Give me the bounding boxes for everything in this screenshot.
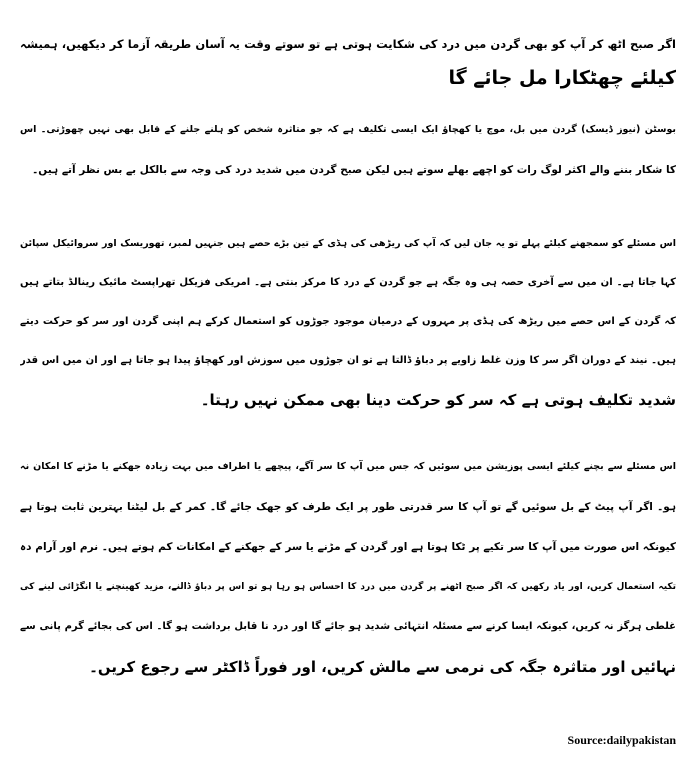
paragraph-line: کہا جاتا ہے۔ ان میں سے آخری حصہ ہی وہ جگہ ہے جو گردن کے درد کا مرکز بنتی ہے۔ امریکی فزیکل تھراپسٹ مائیک رینالڈ بتاتے ہیں (20, 277, 676, 288)
paragraph-line: ہو۔ اگر آپ پیٹ کے بل سوئیں گے تو آپ کا سر قدرتی طور پر ایک طرف کو جھک جائے گا۔ کمر کے بل لیٹنا بہترین ثابت ہوتا ہے (20, 501, 676, 513)
headline-line: اگر صبح اٹھ کر آپ کو بھی گردن میں درد کی شکایت ہوتی ہے تو سوتے وقت یہ آسان طریقہ آزما کر دیکھیں، ہمیشہ (20, 37, 676, 51)
paragraph-line: کہ گردن کے اس حصے میں ریڑھ کی ہڈی پر مہروں کے درمیان موجود جوڑوں کو استعمال کرکے ہم اپنی گردن اور سر کو حرکت دیتے (20, 316, 676, 327)
paragraph-line: بوسٹن (نیوز ڈیسک) گردن میں بل، موچ یا کھچاؤ ایک ایسی تکلیف ہے کہ جو متاثرہ شخص کو ہلنے جلنے کے قابل بھی نہیں چھوڑتی۔ اس (20, 124, 676, 135)
paragraph-line: نہائیں اور متاثرہ جگہ کی نرمی سے مالش کریں، اور فوراً ڈاکٹر سے رجوع کریں۔ (89, 658, 676, 676)
paragraph-line: اس مسئلے سے بچنے کیلئے ایسی پوزیشن میں سوئیں کہ جس میں آپ کا سر آگے، پیچھے یا اطراف میں بہت زیادہ جھکنے یا مڑنے کا امکان نہ (20, 461, 676, 472)
paragraph-line: کیونکہ اس صورت میں آپ کا سر تکیے پر ٹکا ہوتا ہے اور گردن کے مڑنے یا سر کے جھکنے کے امکانات کم ہوتے ہیں۔ نرم اور آرام دہ (20, 541, 676, 553)
paragraph-line: ہیں۔ نیند کے دوران اگر سر کا وزن غلط زاویے پر دباؤ ڈالتا ہے تو ان جوڑوں میں سوزش اور کھچاؤ پیدا ہو جاتا ہے اور ان میں اس قدر (20, 355, 676, 366)
headline-line: کیلئے چھٹکارا مل جائے گا (448, 67, 676, 89)
source-credit: Source:dailypakistan (567, 733, 676, 747)
paragraph-line: غلطی ہرگز نہ کریں، کیونکہ ایسا کرنے سے مسئلہ انتہائی شدید ہو جائے گا اور درد نا قابل برداشت ہو گا۔ اس کی بجائے گرم پانی سے (20, 621, 676, 632)
paragraph-line: تکیہ استعمال کریں، اور یاد رکھیں کہ اگر صبح اٹھنے پر گردن میں درد کا احساس ہو رہا ہو تو اس پر دباؤ ڈالنے، مزید کھینچنے یا انگڑائی لینے کی (20, 582, 676, 592)
paragraph-line: شدید تکلیف ہوتی ہے کہ سر کو حرکت دینا بھی ممکن نہیں رہتا۔ (200, 391, 676, 409)
paragraph-line: اس مسئلے کو سمجھنے کیلئے پہلے تو یہ جان لیں کہ آپ کی ریڑھی کی ہڈی کے تین بڑے حصے ہیں جنہیں لمبر، تھوریسک اور سروائیکل سپائن (20, 238, 676, 249)
paragraph-line: کا شکار بننے والے اکثر لوگ رات کو اچھے بھلے سوتے ہیں لیکن صبح گردن میں شدید درد کی وجہ سے بالکل بے بس نظر آتے ہیں۔ (32, 164, 676, 176)
